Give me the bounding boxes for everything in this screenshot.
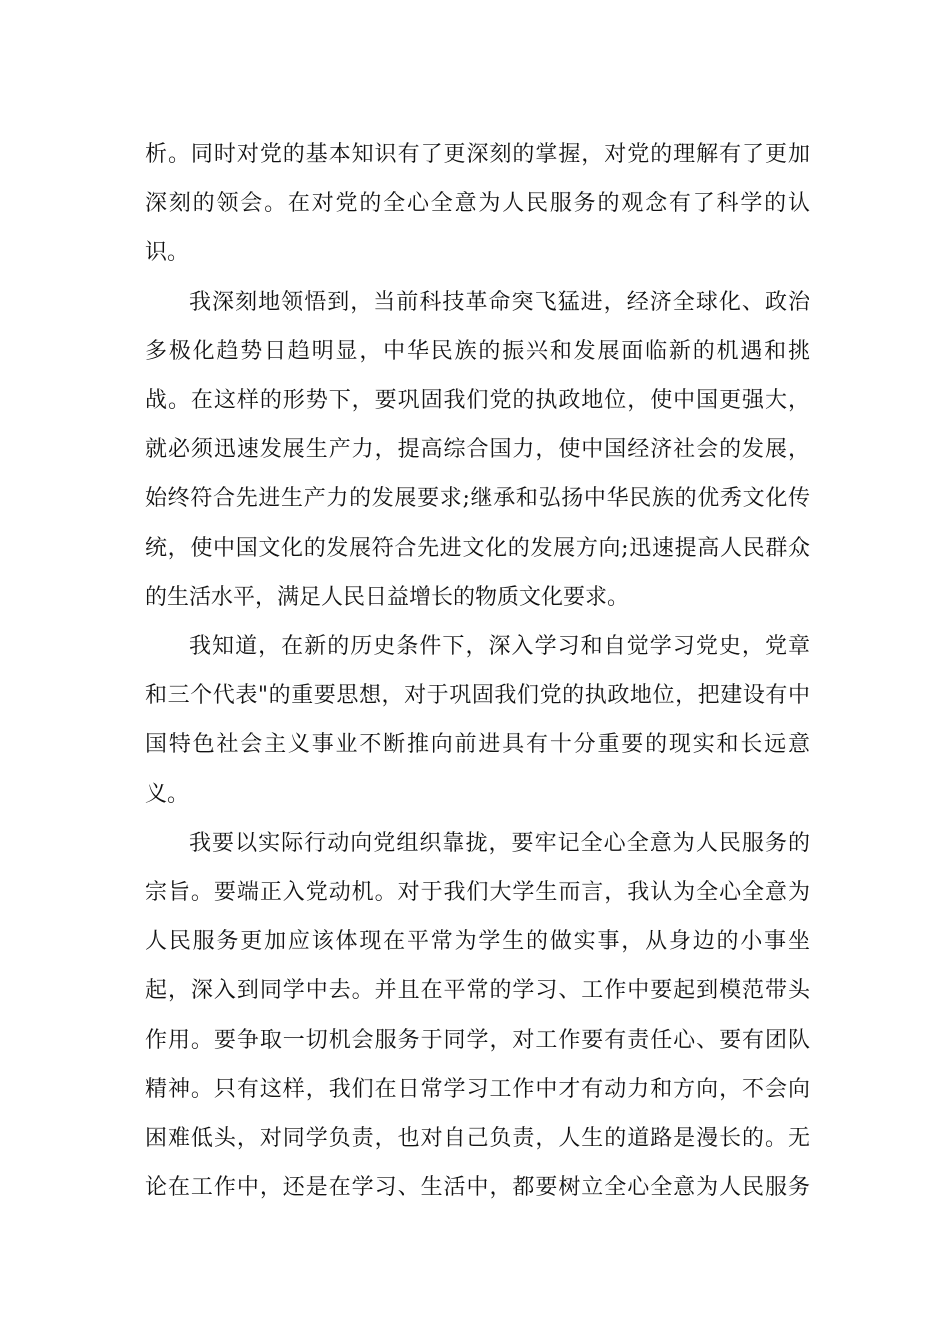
paragraph-1: [145, 130, 810, 278]
text-line: 统，使中国文化的发展符合先进文化的发展方向;迅速提高人民群众: [145, 535, 810, 561]
text-line: 宗旨。要端正入党动机。对于我们大学生而言，我认为全心全意为: [145, 880, 810, 906]
text-line: 人民服务更加应该体现在平常为学生的做实事，从身边的小事坐: [145, 929, 810, 955]
text-line: 就必须迅速发展生产力，提高综合国力，使中国经济社会的发展，: [145, 437, 810, 463]
paragraph-2: [145, 278, 810, 622]
text-line: 我知道，在新的历史条件下，深入学习和自觉学习党史，党章: [189, 634, 810, 660]
text-line: 深刻的领会。在对党的全心全意为人民服务的观念有了科学的认: [145, 191, 810, 217]
text-line: 作用。要争取一切机会服务于同学，对工作要有责任心、要有团队: [145, 1027, 810, 1053]
text-line: 我深刻地领悟到，当前科技革命突飞猛进，经济全球化、政治: [189, 289, 810, 315]
text-line: 国特色社会主义事业不断推向前进具有十分重要的现实和长远意: [145, 732, 810, 758]
text-line: 识。: [145, 240, 190, 266]
text-line: 起，深入到同学中去。并且在平常的学习、工作中要起到模范带头: [145, 978, 810, 1004]
text-line: 和三个代表"的重要思想，对于巩固我们党的执政地位，把建设有中: [145, 683, 810, 709]
text-line: 战。在这样的形势下，要巩固我们党的执政地位，使中国更强大，: [145, 388, 810, 414]
text-line: 论在工作中，还是在学习、生活中，都要树立全心全意为人民服务: [145, 1175, 810, 1201]
paragraph-4: [145, 819, 810, 1213]
text-line: 多极化趋势日趋明显，中华民族的振兴和发展面临新的机遇和挑: [145, 338, 810, 364]
text-line: 精神。只有这样，我们在日常学习工作中才有动力和方向，不会向: [145, 1076, 810, 1102]
text-line: 义。: [145, 781, 190, 807]
text-line: 困难低头，对同学负责，也对自己负责，人生的道路是漫长的。无: [145, 1126, 810, 1152]
text-line: 的生活水平，满足人民日益增长的物质文化要求。: [145, 584, 630, 610]
text-line: 析。同时对党的基本知识有了更深刻的掌握，对党的理解有了更加: [145, 142, 810, 167]
body-text: [145, 130, 810, 1212]
paragraph-3: [145, 622, 810, 819]
text-line: 我要以实际行动向党组织靠拢，要牢记全心全意为人民服务的: [189, 830, 810, 856]
text-line: 始终符合先进生产力的发展要求;继承和弘扬中华民族的优秀文化传: [145, 486, 810, 512]
